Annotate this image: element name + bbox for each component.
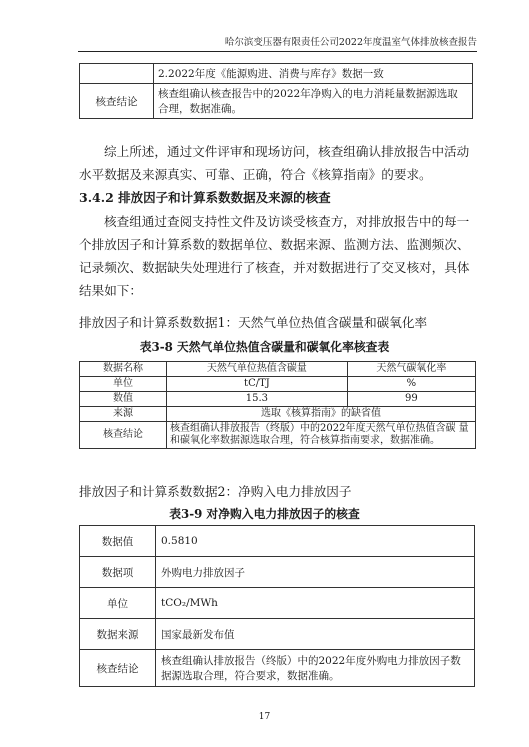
table-cell-label: 核查结论 — [80, 84, 154, 119]
table-cell-label: 数据名称 — [80, 362, 167, 377]
table-row — [80, 362, 476, 377]
table-row — [80, 64, 473, 84]
summary-paragraph: 综上所述，通过文件评审和现场访问，核查组确认排放报告中活动水平数据及来源真实、可靠、正确，符合《核算指南》的要求。 — [79, 144, 470, 182]
table-cell: % — [347, 377, 475, 392]
page-number: 17 — [258, 712, 271, 722]
table-cell-label: 数值 — [80, 392, 167, 407]
table-cell: 0.5810 — [156, 526, 475, 557]
table-row — [80, 422, 476, 449]
table-row — [80, 526, 475, 557]
table-row — [80, 619, 475, 650]
table-cell: 天然气碳氧化率 — [347, 362, 475, 377]
table38-caption: 表3-8 天然气单位热值含碳量和碳氧化率核查表 — [139, 340, 390, 354]
table-cell: 选取《核算指南》的缺省值 — [167, 407, 476, 422]
table-cell: tCO₂/MWh — [156, 588, 475, 619]
item2-label: 排放因子和计算系数数据2：净购入电力排放因子 — [79, 484, 352, 499]
table-cell: 15.3 — [167, 392, 348, 407]
table-cell: 天然气单位热值含碳量 — [167, 362, 348, 377]
activity-data-table-continued — [79, 63, 473, 119]
table-cell: 国家最新发布值 — [156, 619, 475, 650]
table-cell-label: 单位 — [80, 377, 167, 392]
section-heading: 3.4.2 排放因子和计算系数数据及来源的核查 — [79, 190, 331, 205]
table-cell: 2.2022年度《能源购进、消费与库存》数据一致 — [154, 64, 473, 84]
table-cell: 99 — [347, 392, 475, 407]
table-cell: 核查组确认排放报告（终版）中的2022年度天然气单位热值含碳 量和碳氧化率数据源选取合理，符合核算指南要求，数据准确。 — [167, 422, 476, 449]
table-row — [80, 650, 475, 687]
table-row — [80, 392, 476, 407]
table-cell-label: 核查结论 — [80, 650, 156, 687]
electricity-factor-table — [79, 525, 475, 687]
table-cell-label: 核查结论 — [80, 422, 167, 449]
table-cell: 外购电力排放因子 — [156, 557, 475, 588]
page-header — [78, 34, 477, 52]
table39-caption: 表3-9 对净购入电力排放因子的核查 — [169, 507, 360, 521]
table-cell-empty — [80, 64, 154, 84]
table-row — [80, 588, 475, 619]
table-cell-label: 单位 — [80, 588, 156, 619]
table-cell-label: 数据项 — [80, 557, 156, 588]
table-cell: 核查组确认排放报告（终版）中的2022年度外购电力排放因子数据源选取合理，符合要求，数据准确。 — [156, 650, 475, 687]
table-row — [80, 407, 476, 422]
table-row — [80, 557, 475, 588]
header-title: 哈尔滨变压器有限责任公司2022年度温室气体排放核查报告 — [224, 37, 477, 48]
table-cell-label: 数据值 — [80, 526, 156, 557]
natural-gas-factor-table — [79, 361, 476, 449]
section-paragraph: 核查组通过查阅支持性文件及访谈受核查方，对排放报告中的每一个排放因子和计算系数的数据单位、数据来源、监测方法、监测频次、记录频次、数据缺失处理进行了核查，并对数据进行了交叉核对，具体结果如下： — [79, 214, 470, 298]
item1-label: 排放因子和计算系数数据1：天然气单位热值含碳量和碳氧化率 — [79, 315, 428, 330]
table-cell: tC/TJ — [167, 377, 348, 392]
table-row — [80, 377, 476, 392]
table-row — [80, 84, 473, 119]
table-cell: 核查组确认核查报告中的2022年净购入的电力消耗量数据源选取合理，数据准确。 — [154, 84, 473, 119]
table-cell-label: 来源 — [80, 407, 167, 422]
table-cell-label: 数据来源 — [80, 619, 156, 650]
